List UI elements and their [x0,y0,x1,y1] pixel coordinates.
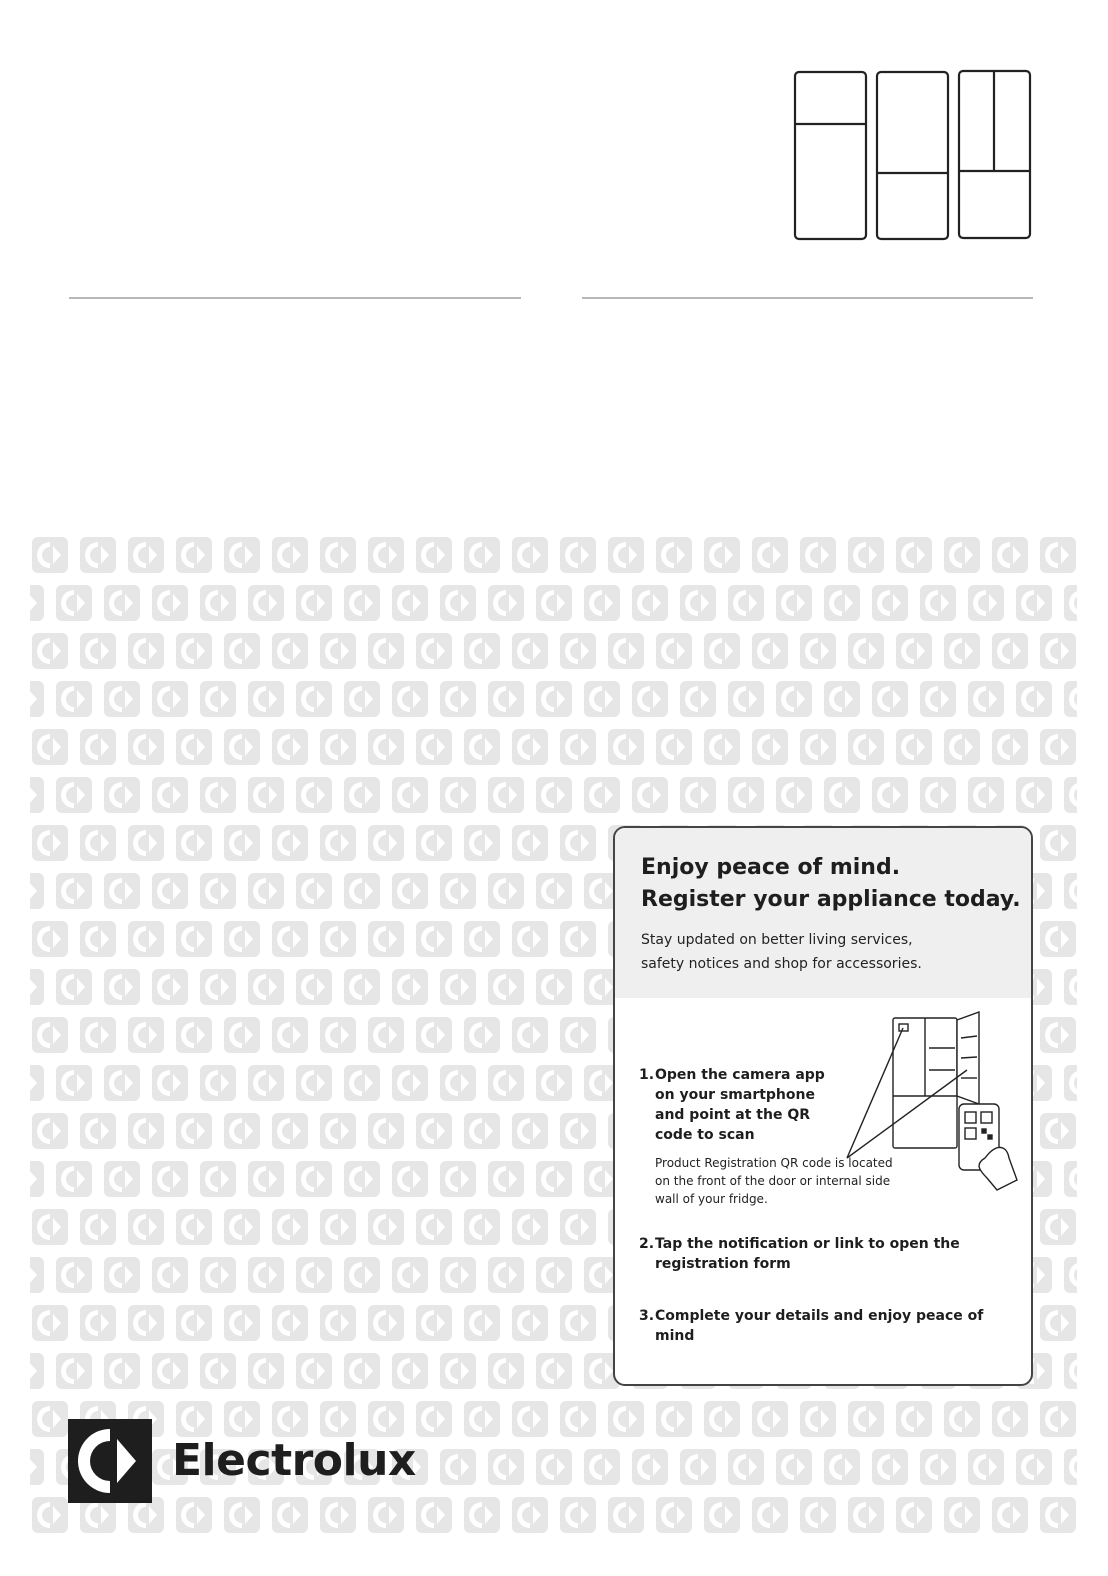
step-1-number: 1. [639,1067,655,1083]
step-3-text: Complete your details and enjoy peace of mind [655,1308,984,1344]
card-title-line-2: Register your appliance today. [641,887,1021,912]
step-1 [639,1065,844,1145]
brand-wordmark: Electrolux [172,1435,416,1486]
qr-location-note: Product Registration QR code is located on the front of the door or internal side wall of your fridge. [655,1156,893,1206]
step-3 [639,1306,1009,1346]
step-2-text: Tap the notification or link to open the registration form [655,1236,960,1272]
card-title-line-1: Enjoy peace of mind. [641,855,901,880]
card-subtitle [641,928,1021,976]
bottom-freezer-fridge-icon [877,72,948,239]
step-2 [639,1234,1009,1274]
card-header [615,828,1031,998]
step-1-text: Open the camera app on your smartphone and point at the QR code to scan [655,1067,825,1143]
fridge-types-icon [792,68,1034,242]
divider-right [582,297,1033,299]
card-subtitle-line-1: Stay updated on better living services, [641,932,913,948]
electrolux-logo-icon [68,1419,152,1503]
step-3-number: 3. [639,1308,655,1324]
card-subtitle-line-2: safety notices and shop for accessories. [641,956,922,972]
brand-logo [68,1419,438,1503]
card-title [641,852,1031,916]
divider-left [69,297,521,299]
registration-card [613,826,1033,1386]
step-2-number: 2. [639,1236,655,1252]
top-freezer-fridge-icon [795,72,866,239]
fridge-qr-scan-illustration [837,1008,1033,1198]
